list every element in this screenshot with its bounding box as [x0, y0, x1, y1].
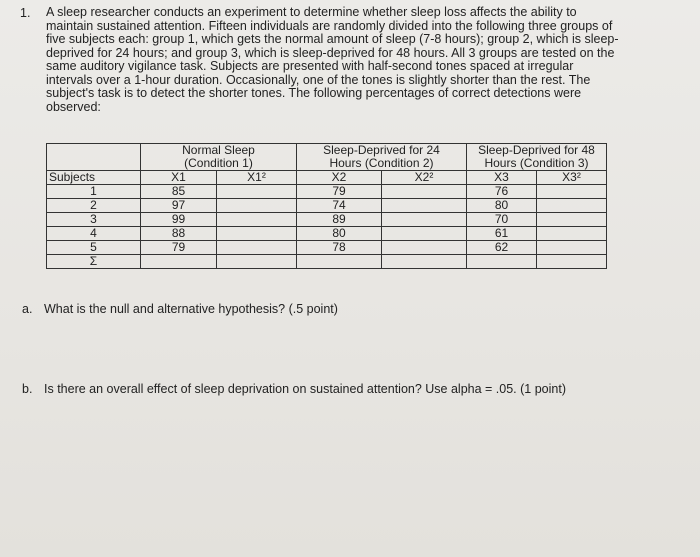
part-b-label: b. — [22, 382, 33, 396]
sum-cell[interactable] — [382, 255, 467, 269]
x3-squared-cell[interactable] — [537, 199, 607, 213]
x1-squared-cell[interactable] — [217, 199, 297, 213]
subjects-header: Subjects — [47, 171, 141, 185]
x3-squared-cell[interactable] — [537, 241, 607, 255]
sum-cell[interactable] — [297, 255, 382, 269]
question-line: observed: — [46, 99, 101, 114]
question-text — [46, 6, 661, 114]
x3-squared-cell[interactable] — [537, 185, 607, 199]
x1-cell: 99 — [141, 213, 217, 227]
part-a-label: a. — [22, 302, 33, 316]
x1-cell: 97 — [141, 199, 217, 213]
column-header: X3² — [537, 171, 607, 185]
column-header: X2² — [382, 171, 467, 185]
table-row — [47, 241, 607, 255]
table-row — [47, 185, 607, 199]
subject-cell: 3 — [47, 213, 141, 227]
column-header: X1 — [141, 171, 217, 185]
x2-squared-cell[interactable] — [382, 213, 467, 227]
subject-cell: 1 — [47, 185, 141, 199]
x1-cell: 85 — [141, 185, 217, 199]
x2-cell: 80 — [297, 227, 382, 241]
x3-cell: 61 — [467, 227, 537, 241]
part-a-text: What is the null and alternative hypothesis? (.5 point) — [44, 302, 338, 316]
sum-cell[interactable] — [467, 255, 537, 269]
x3-squared-cell[interactable] — [537, 227, 607, 241]
question-line: five subjects each: group 1, which gets the normal amount of sleep (7-8 hours); group 2, which is sleep- — [46, 32, 619, 46]
question-number: 1. — [20, 6, 31, 20]
group-header-48h: Sleep-Deprived for 48 Hours (Condition 3) — [467, 144, 607, 171]
group-header-normal: Normal Sleep (Condition 1) — [141, 144, 297, 171]
column-header: X1² — [217, 171, 297, 185]
x2-cell: 78 — [297, 241, 382, 255]
x3-cell: 62 — [467, 241, 537, 255]
group-header-24h: Sleep-Deprived for 24 Hours (Condition 2) — [297, 144, 467, 171]
subject-cell: 5 — [47, 241, 141, 255]
sum-cell[interactable] — [217, 255, 297, 269]
x1-squared-cell[interactable] — [217, 241, 297, 255]
x3-cell: 80 — [467, 199, 537, 213]
column-header: X3 — [467, 171, 537, 185]
x1-squared-cell[interactable] — [217, 185, 297, 199]
question-line: maintain sustained attention. Fifteen individuals are randomly divided into the following three groups of — [46, 18, 613, 33]
table-row — [47, 227, 607, 241]
x2-cell: 79 — [297, 185, 382, 199]
x3-squared-cell[interactable] — [537, 213, 607, 227]
x2-squared-cell[interactable] — [382, 199, 467, 213]
x3-cell: 76 — [467, 185, 537, 199]
sum-cell[interactable] — [537, 255, 607, 269]
column-header: X2 — [297, 171, 382, 185]
table-row — [47, 213, 607, 227]
subject-cell: 2 — [47, 199, 141, 213]
x2-cell: 74 — [297, 199, 382, 213]
x1-squared-cell[interactable] — [217, 227, 297, 241]
question-line: deprived for 24 hours; and group 3, which is sleep-deprived for 48 hours. All 3 groups are tested on the — [46, 45, 615, 60]
x1-squared-cell[interactable] — [217, 213, 297, 227]
x1-cell: 79 — [141, 241, 217, 255]
x1-cell: 88 — [141, 227, 217, 241]
sum-cell[interactable] — [141, 255, 217, 269]
question-line: intervals over a 1-hour duration. Occasionally, one of the tones is slightly shorter than the rest. The — [46, 72, 591, 87]
x3-cell: 70 — [467, 213, 537, 227]
subject-cell: 4 — [47, 227, 141, 241]
x2-squared-cell[interactable] — [382, 241, 467, 255]
sum-row — [47, 255, 607, 269]
x2-cell: 89 — [297, 213, 382, 227]
x2-squared-cell[interactable] — [382, 185, 467, 199]
part-b-text: Is there an overall effect of sleep deprivation on sustained attention? Use alpha = .05. (1 point) — [44, 382, 566, 396]
question-line: subject's task is to detect the shorter tones. The following percentages of correct detections were — [46, 86, 582, 100]
table-header-row — [47, 144, 607, 171]
sum-label: Σ — [47, 255, 141, 269]
x2-squared-cell[interactable] — [382, 227, 467, 241]
header-spacer-cell — [47, 144, 141, 171]
table-column-header-row — [47, 171, 607, 185]
question-line: same auditory vigilance task. Subjects are presented with half-second tones spaced at irregular — [46, 59, 574, 73]
data-table — [46, 143, 607, 269]
table-row — [47, 199, 607, 213]
question-line: A sleep researcher conducts an experiment to determine whether sleep loss affects the ability to — [46, 5, 577, 19]
